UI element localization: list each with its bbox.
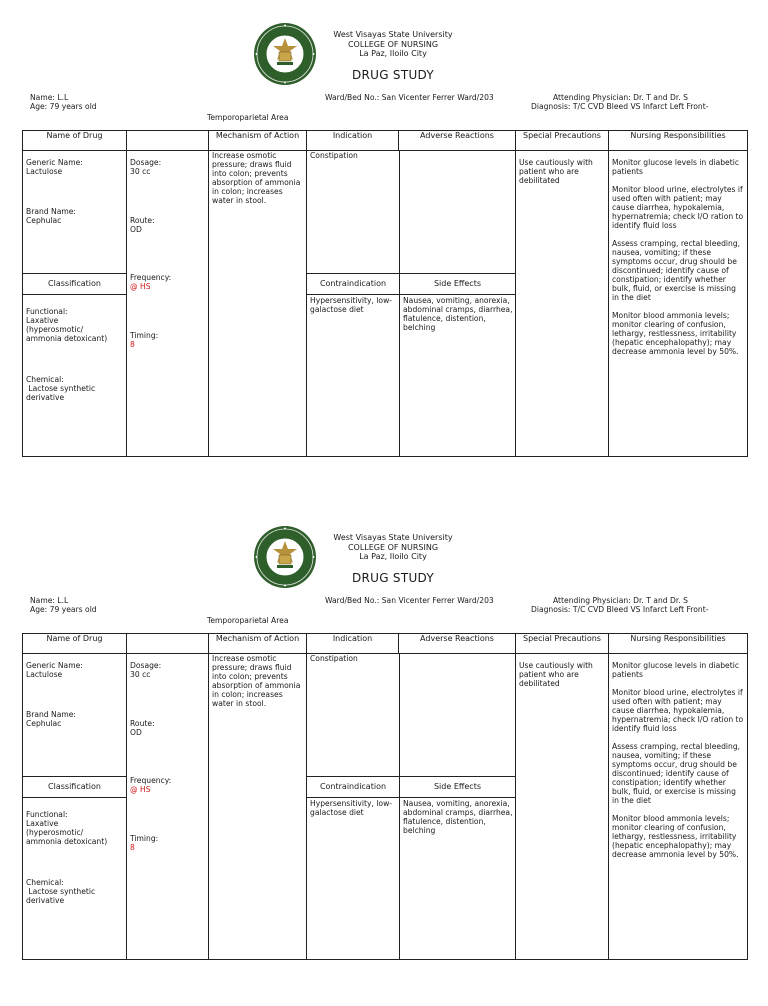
indication-adverse-cell — [307, 151, 516, 457]
precautions-text: Use cautiously with patient who are debilitated — [519, 661, 593, 688]
functional-line-1: Laxative — [26, 819, 59, 828]
nursing-item: Monitor glucose levels in diabetic patients — [612, 158, 739, 176]
chemical-line-1: Lactose synthetic — [26, 887, 96, 896]
generic-name: Lactulose — [26, 167, 63, 176]
chemical-line-2: derivative — [26, 393, 65, 402]
diagnosis-continued: Temporoparietal Area — [207, 616, 289, 625]
drug-names-cell — [23, 654, 127, 960]
route-value: OD — [130, 728, 142, 737]
classification-header: Classification — [23, 273, 126, 295]
side-effects-text: Nausea, vomiting, anorexia, abdominal cramps, diarrhea, flatulence, distention, belching — [403, 799, 513, 835]
brand-name: Cephulac — [26, 719, 62, 728]
col-header-nursing-responsibilities: Nursing Responsibilities — [609, 634, 748, 654]
patient-name: Name: L.L — [30, 596, 69, 605]
frequency-value: @ HS — [130, 282, 151, 291]
page-title: DRUG STUDY — [351, 571, 435, 585]
chemical-label: Chemical: — [26, 375, 64, 384]
university-location: La Paz, Iloilo City — [359, 552, 427, 561]
diagnosis-continued: Temporoparietal Area — [207, 113, 289, 122]
frequency-label: Frequency: — [130, 776, 172, 785]
patient-name: Name: L.L — [30, 93, 69, 102]
precautions-cell — [516, 654, 609, 960]
functional-label: Functional: — [26, 810, 68, 819]
route-value: OD — [130, 225, 142, 234]
attending-physician: Attending Physician: Dr. T and Dr. S — [553, 596, 688, 605]
col-header-adverse-reactions: Adverse Reactions — [399, 634, 516, 654]
col-header-adverse-reactions: Adverse Reactions — [399, 131, 516, 151]
ward-bed: Ward/Bed No.: San Vicenter Ferrer Ward/203 — [325, 93, 494, 102]
dosage-value: 30 cc — [130, 670, 151, 679]
chemical-label: Chemical: — [26, 878, 64, 887]
university-header — [323, 533, 463, 562]
col-header-mechanism: Mechanism of Action — [209, 634, 307, 654]
university-location: La Paz, Iloilo City — [359, 49, 427, 58]
indication-text: Constipation — [310, 654, 358, 663]
nursing-item: Assess cramping, rectal bleeding, nausea, vomiting; if these symptoms occur, drug should be discontinued; identify cause of constipation; identify whether bulk, fluid, or exercise is missing in the diet — [612, 239, 741, 302]
functional-line-2: (hyperosmotic/ — [26, 325, 84, 334]
col-header-indication: Indication — [307, 634, 399, 654]
indication-divider — [399, 654, 400, 959]
nursing-item: Monitor glucose levels in diabetic patients — [612, 661, 739, 679]
drug-study-table — [22, 633, 748, 960]
ward-bed: Ward/Bed No.: San Vicenter Ferrer Ward/203 — [325, 596, 494, 605]
functional-label: Functional: — [26, 307, 68, 316]
generic-name: Lactulose — [26, 670, 63, 679]
dosing-cell — [127, 151, 209, 457]
col-header-blank — [127, 634, 209, 654]
functional-line-1: Laxative — [26, 316, 59, 325]
timing-label: Timing: — [130, 834, 159, 843]
nursing-item: Monitor blood urine, electrolytes if used often with patient; may cause diarrhea, hypokalemia, hypernatremia; check I/O ration to identify fluid loss — [612, 185, 744, 230]
contraindication-text: Hypersensitivity, low-galactose diet — [310, 799, 393, 817]
indication-text: Constipation — [310, 151, 358, 160]
col-header-name-of-drug: Name of Drug — [23, 131, 127, 151]
mechanism-cell — [209, 151, 307, 457]
nursing-item: Monitor blood ammonia levels; monitor clearing of confusion, lethargy, restlessness, irritability (hepatic encephalopathy); may decrease ammonia level by 50%. — [612, 311, 739, 356]
university-name: West Visayas State University — [333, 533, 453, 542]
university-header — [323, 30, 463, 59]
drug-names-cell — [23, 151, 127, 457]
drug-study-table — [22, 130, 748, 457]
patient-age: Age: 79 years old — [30, 102, 97, 111]
mechanism-text: Increase osmotic pressure; draws fluid into colon; prevents absorption of ammonia in colon; increases water in stool. — [212, 151, 301, 205]
diagnosis: Diagnosis: T/C CVD Bleed VS Infarct Left Front- — [531, 102, 709, 111]
timing-value: 8 — [130, 340, 135, 349]
functional-line-2: (hyperosmotic/ — [26, 828, 84, 837]
brand-name-label: Brand Name: — [26, 207, 76, 216]
nursing-item: Monitor blood ammonia levels; monitor clearing of confusion, lethargy, restlessness, irritability (hepatic encephalopathy); may decrease ammonia level by 50%. — [612, 814, 739, 859]
classification-header: Classification — [23, 776, 126, 798]
contraindication-header: Contraindication — [307, 273, 399, 295]
contraindication-header: Contraindication — [307, 776, 399, 798]
attending-physician: Attending Physician: Dr. T and Dr. S — [553, 93, 688, 102]
route-label: Route: — [130, 216, 155, 225]
functional-line-3: ammonia detoxicant) — [26, 837, 108, 846]
col-header-nursing-responsibilities: Nursing Responsibilities — [609, 131, 748, 151]
dosage-label: Dosage: — [130, 661, 162, 670]
nursing-cell — [609, 151, 748, 457]
side-effects-header: Side Effects — [399, 273, 516, 295]
nursing-item: Monitor blood urine, electrolytes if used often with patient; may cause diarrhea, hypokalemia, hypernatremia; check I/O ration to identify fluid loss — [612, 688, 744, 733]
precautions-cell — [516, 151, 609, 457]
functional-line-3: ammonia detoxicant) — [26, 334, 108, 343]
timing-value: 8 — [130, 843, 135, 852]
side-effects-header: Side Effects — [399, 776, 516, 798]
side-effects-text: Nausea, vomiting, anorexia, abdominal cramps, diarrhea, flatulence, distention, belching — [403, 296, 513, 332]
contraindication-text: Hypersensitivity, low-galactose diet — [310, 296, 393, 314]
route-label: Route: — [130, 719, 155, 728]
university-seal-icon — [253, 22, 317, 86]
dosage-value: 30 cc — [130, 167, 151, 176]
indication-divider — [399, 151, 400, 456]
frequency-value: @ HS — [130, 785, 151, 794]
col-header-indication: Indication — [307, 131, 399, 151]
diagnosis: Diagnosis: T/C CVD Bleed VS Infarct Left Front- — [531, 605, 709, 614]
precautions-text: Use cautiously with patient who are debilitated — [519, 158, 593, 185]
patient-age: Age: 79 years old — [30, 605, 97, 614]
frequency-label: Frequency: — [130, 273, 172, 282]
university-seal-icon — [253, 525, 317, 589]
dosing-cell — [127, 654, 209, 960]
col-header-mechanism: Mechanism of Action — [209, 131, 307, 151]
nursing-cell — [609, 654, 748, 960]
brand-name-label: Brand Name: — [26, 710, 76, 719]
col-header-blank — [127, 131, 209, 151]
timing-label: Timing: — [130, 331, 159, 340]
dosage-label: Dosage: — [130, 158, 162, 167]
col-header-special-precautions: Special Precautions — [516, 131, 609, 151]
col-header-name-of-drug: Name of Drug — [23, 634, 127, 654]
page-title: DRUG STUDY — [351, 68, 435, 82]
indication-adverse-cell — [307, 654, 516, 960]
chemical-line-1: Lactose synthetic — [26, 384, 96, 393]
mechanism-text: Increase osmotic pressure; draws fluid into colon; prevents absorption of ammonia in colon; increases water in stool. — [212, 654, 301, 708]
drug-study-page-2 — [0, 503, 768, 1006]
mechanism-cell — [209, 654, 307, 960]
university-name: West Visayas State University — [333, 30, 453, 39]
chemical-line-2: derivative — [26, 896, 65, 905]
col-header-special-precautions: Special Precautions — [516, 634, 609, 654]
generic-name-label: Generic Name: — [26, 661, 83, 670]
generic-name-label: Generic Name: — [26, 158, 83, 167]
college-name: COLLEGE OF NURSING — [347, 542, 439, 552]
brand-name: Cephulac — [26, 216, 62, 225]
college-name: COLLEGE OF NURSING — [347, 39, 439, 49]
nursing-item: Assess cramping, rectal bleeding, nausea, vomiting; if these symptoms occur, drug should be discontinued; identify cause of constipation; identify whether bulk, fluid, or exercise is missing in the diet — [612, 742, 741, 805]
